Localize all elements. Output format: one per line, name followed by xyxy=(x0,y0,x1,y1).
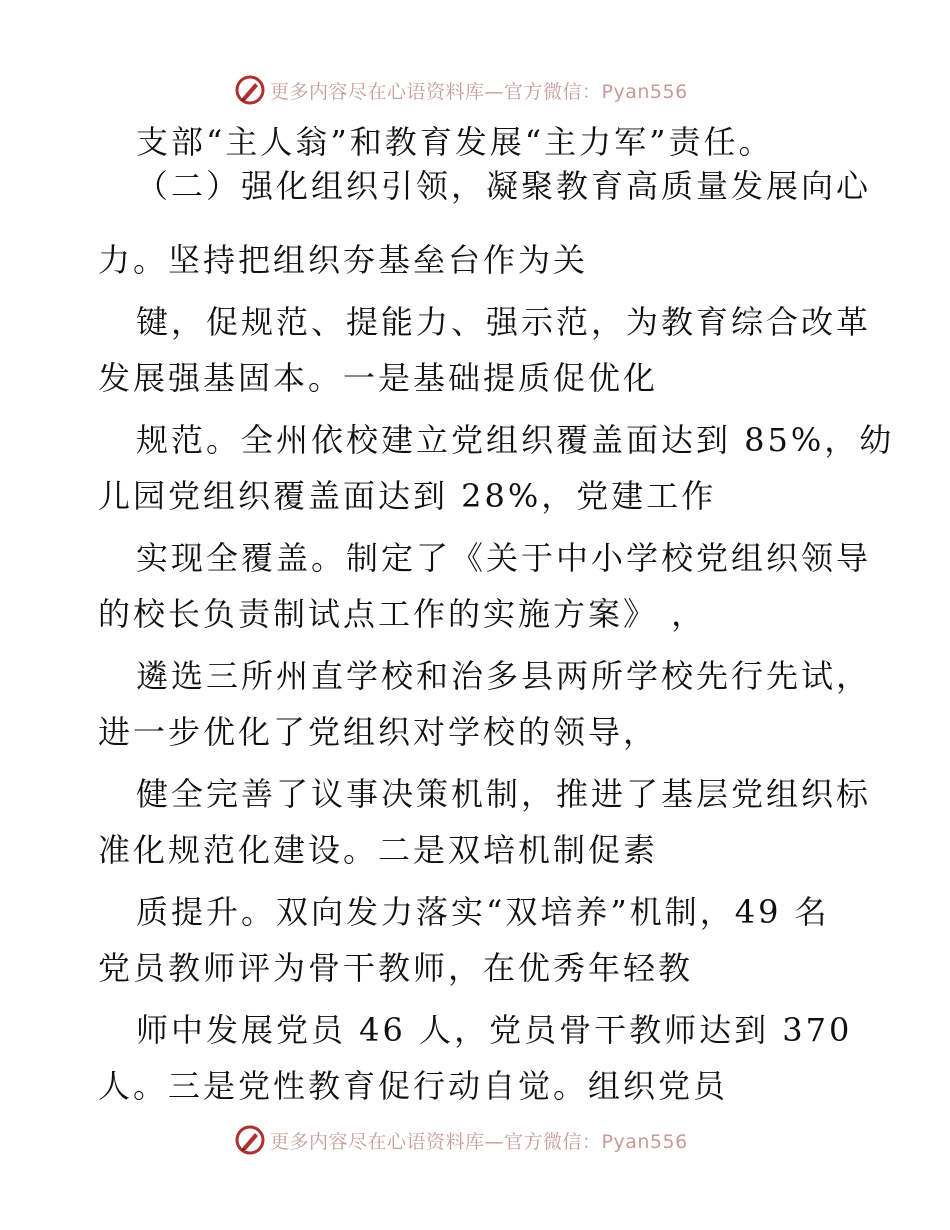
body-line: 规范。全州依校建立党组织覆盖面达到 85%，幼 xyxy=(136,421,895,459)
body-line: 健全完善了议事决策机制，推进了基层党组织标 xyxy=(136,775,872,813)
body-line: 键，促规范、提能力、强示范，为教育综合改革 xyxy=(136,303,872,341)
pen-logo-icon xyxy=(234,74,266,106)
body-line: 准化规范化建设。二是双培机制促素 xyxy=(98,831,659,869)
body-line: 遴选三所州直学校和治多县两所学校先行先试， xyxy=(136,657,872,695)
header-watermark xyxy=(234,70,754,110)
body-line: 发展强基固本。一是基础提质促优化 xyxy=(98,359,659,397)
body-line: （二）强化组织引领，凝聚教育高质量发展向心 xyxy=(136,167,872,205)
body-line: 师中发展党员 46 人，党员骨干教师达到 370 xyxy=(136,1011,853,1049)
body-line: 质提升。双向发力落实“双培养”机制，49 名 xyxy=(136,893,830,931)
pen-logo-icon xyxy=(234,1124,266,1156)
body-line: 人。三是党性教育促行动自觉。组织党员 xyxy=(98,1067,729,1105)
body-line: 的校长负责制试点工作的实施方案》 ， xyxy=(98,595,707,633)
body-line: 力。坚持把组织夯基垒台作为关 xyxy=(98,241,589,279)
footer-watermark xyxy=(234,1120,754,1160)
body-line: 实现全覆盖。制定了《关于中小学校党组织领导 xyxy=(136,539,872,577)
header-banner-text: 更多内容尽在心语资料库—官方微信：Pyan556 xyxy=(270,80,688,103)
body-line: 进一步优化了党组织对学校的领导， xyxy=(98,713,659,751)
footer-banner-text: 更多内容尽在心语资料库—官方微信：Pyan556 xyxy=(270,1130,688,1153)
body-line: 党员教师评为骨干教师，在优秀年轻教 xyxy=(98,949,694,987)
body-line: 支部“主人翁”和教育发展“主力军”责任。 xyxy=(136,123,774,161)
body-line: 儿园党组织覆盖面达到 28%，党建工作 xyxy=(98,477,717,515)
